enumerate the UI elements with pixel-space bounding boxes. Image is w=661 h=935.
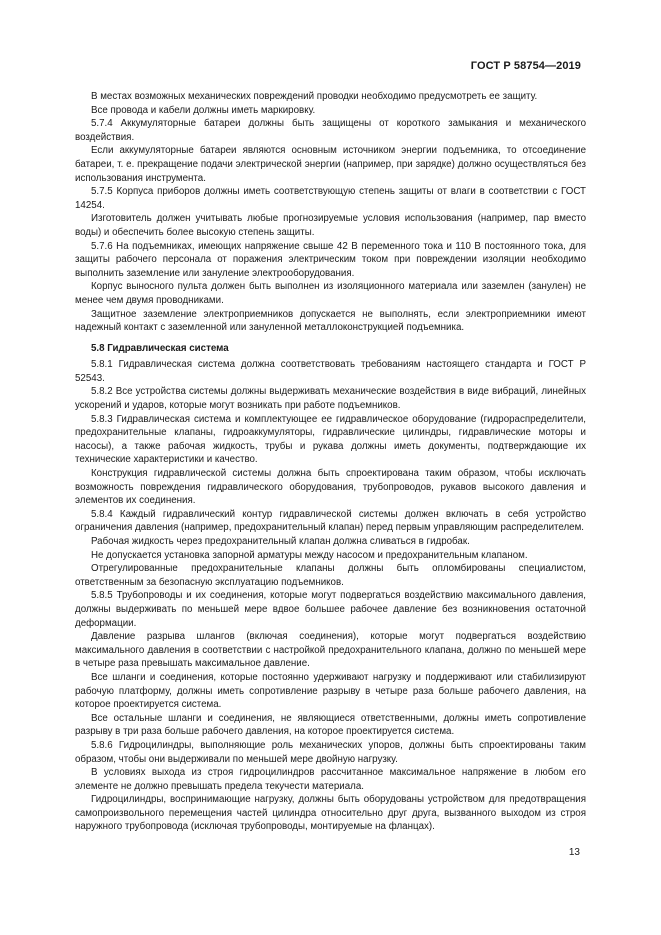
document-body: [75, 90, 586, 834]
paragraph: 5.7.6 На подъемниках, имеющих напряжение свыше 42 В переменного тока и 110 В постоянного тока, для защиты рабочего персонала от поражения электрическим током при повреждении изоляции необходимо выполнить заземление или зануление электрооборудования.: [75, 240, 586, 279]
paragraph: 5.8.4 Каждый гидравлический контур гидравлической системы должен включать в себя устройство ограничения давления (например, предохранительный клапан) перед первым управляющим распределителем.: [75, 508, 586, 534]
paragraph: 5.8.1 Гидравлическая система должна соответствовать требованиям настоящего стандарта и ГОСТ Р 52543.: [75, 359, 586, 384]
paragraph: 5.7.4 Аккумуляторные батареи должны быть защищены от короткого замыкания и механического воздействия.: [75, 118, 586, 143]
paragraph: 5.8.6 Гидроцилиндры, выполняющие роль механических упоров, должны быть спроектированы таким образом, чтобы они выдерживали по меньшей мере двойную нагрузку.: [75, 739, 586, 765]
page-number: 13: [568, 847, 580, 858]
paragraph: В местах возможных механических повреждений проводки необходимо предусмотреть ее защиту.: [91, 91, 538, 102]
paragraph: Не допускается установка запорной арматуры между насосом и предохранительным клапаном.: [91, 549, 528, 561]
paragraph: Корпус выносного пульта должен быть выполнен из изоляционного материала или заземлен (занулен) не менее чем двумя проводниками.: [75, 281, 586, 306]
paragraph: В условиях выхода из строя гидроцилиндров рассчитанное максимальное напряжение в любом его элементе не должно превышать предела текучести материала.: [75, 767, 586, 792]
paragraph: 5.7.5 Корпуса приборов должны иметь соответствующую степень защиты от влаги в соответствии с ГОСТ 14254.: [75, 186, 586, 211]
standard-code-header: ГОСТ Р 58754—2019: [470, 60, 581, 72]
paragraph: Отрегулированные предохранительные клапаны должны быть опломбированы специалистом, ответственным за безопасную эксплуатацию подъемников.: [75, 563, 586, 588]
paragraph: 5.8.5 Трубопроводы и их соединения, которые могут подвергаться воздействию максимального давления, должны выдерживать по меньшей мере вдвое большее рабочее давление без возникновения остаточной деформации.: [75, 590, 586, 629]
paragraph: Все остальные шланги и соединения, не являющиеся ответственными, должны иметь сопротивление разрыву в три раза больше рабочего давления, на которое проектируется система.: [75, 712, 586, 738]
paragraph: Изготовитель должен учитывать любые прогнозируемые условия использования (например, пар вместо воды) и обеспечить более высокую степень защиты.: [75, 213, 586, 238]
paragraph: Гидроцилиндры, воспринимающие нагрузку, должны быть оборудованы устройством для предотвращения самопроизвольного перемещения частей цилиндра относительно друг друга, вызванного выходом из строя наружного трубопровода (исключая трубопроводы, монтируемые на фланцах).: [75, 794, 586, 833]
paragraph: Если аккумуляторные батареи являются основным источником энергии подъемника, то отсоединение батареи, т. е. прекращение подачи электрической энергии (например, при зарядке) должно осуществляться без использования инструмента.: [75, 145, 586, 184]
paragraph: 5.8.2 Все устройства системы должны выдерживать механические воздействия в виде вибраций, линейных ускорений и ударов, которые могут возникать при работе подъемников.: [75, 386, 586, 412]
paragraph: 5.8.3 Гидравлическая система и комплектующее ее гидравлическое оборудование (гидрораспределители, предохранительные клапаны, гидроаккумуляторы, гидравлические цилиндры, гидравлические моторы и насосы), а также рабочая жидкость, трубы и рукава должны иметь документы, подтверждающие их технические характеристики и качество.: [75, 413, 586, 466]
section-heading: 5.8 Гидравлическая система: [91, 342, 229, 354]
paragraph: Все провода и кабели должны иметь маркировку.: [91, 104, 316, 116]
paragraph: Рабочая жидкость через предохранительный клапан должна сливаться в гидробак.: [91, 536, 470, 547]
paragraph: Давление разрыва шлангов (включая соединения), которые могут подвергаться воздействию максимального давления в соответствии с настройкой предохранительного клапана, должно по меньшей мере в четыре раза превышать максимальное давление.: [75, 631, 586, 670]
paragraph: Защитное заземление электроприемников допускается не выполнять, если электроприемники имеют надежный контакт с заземленной или зануленной металлоконструкцией подъемника.: [75, 308, 586, 334]
paragraph: Все шланги и соединения, которые постоянно удерживают нагрузку и поддерживают или стабилизируют рабочую платформу, должны иметь сопротивление разрыву в четыре раза больше рабочего давления, на которое проектируется система.: [75, 671, 586, 711]
paragraph: Конструкция гидравлической системы должна быть спроектирована таким образом, чтобы исключать возможность повреждения гидравлического оборудования, трубопроводов, рукавов высокого давления и элементов их соединения.: [75, 468, 586, 507]
